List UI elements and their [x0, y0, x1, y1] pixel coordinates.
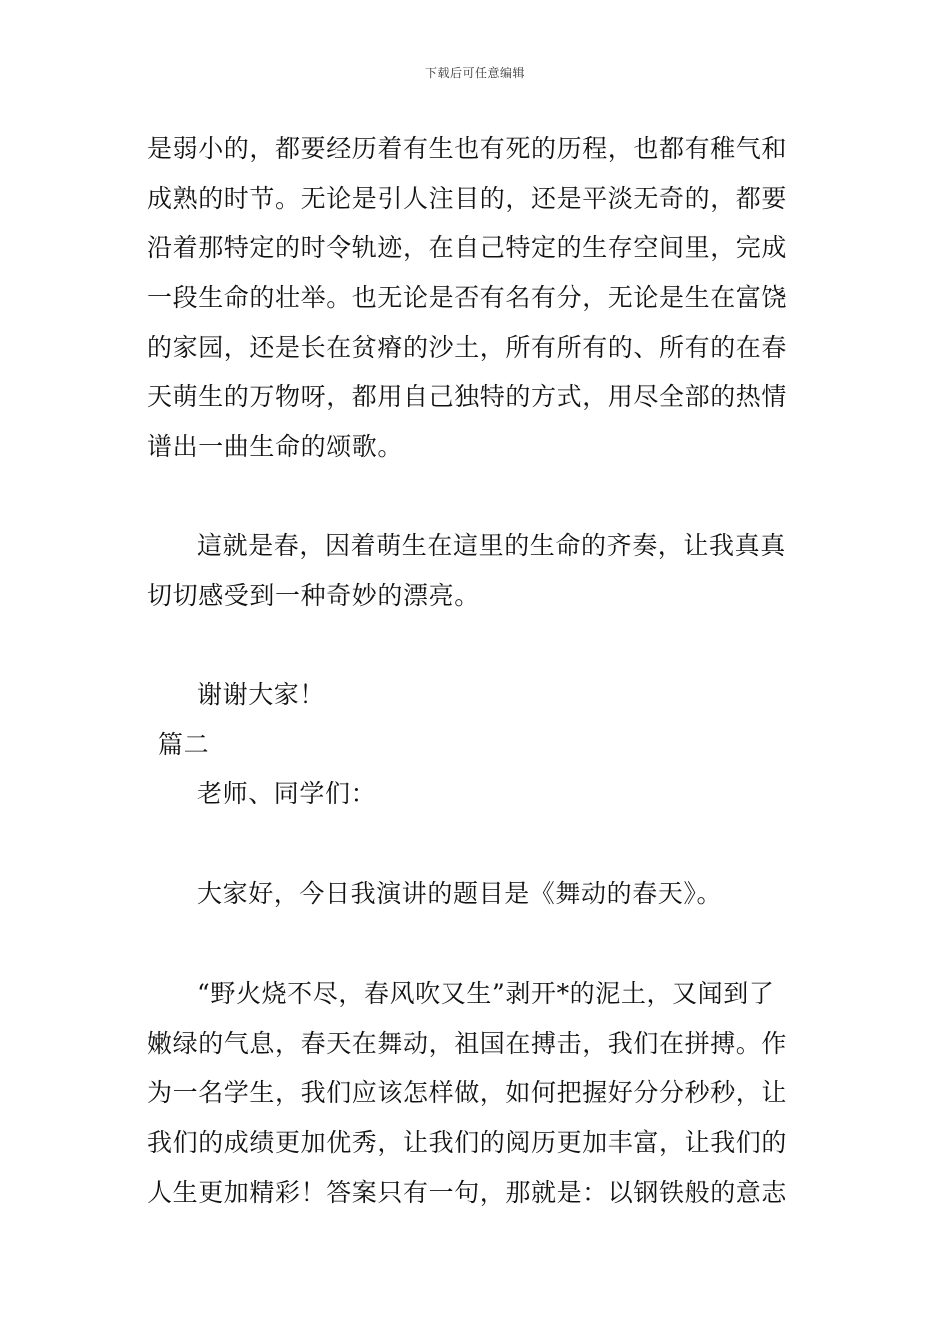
greeting-line: 老师、同学们：: [197, 779, 377, 808]
paragraph-line: 为一名学生，我们应该怎样做，如何把握好分分秒秒，让: [147, 1078, 788, 1107]
paragraph-line: 天萌生的万物呀，都用自己独特的方式，用尽全部的热情: [147, 382, 788, 411]
thanks-line: 谢谢大家！: [197, 680, 326, 709]
paragraph-line: “野火烧不尽，春风吹又生”剥开*的泥土，又闻到了: [197, 979, 775, 1008]
paragraph-line: 沿着那特定的时令轨迹，在自己特定的生存空间里，完成: [147, 233, 788, 262]
paragraph-line: 切切感受到一种奇妙的漂亮。: [147, 581, 480, 610]
paragraph-line: 成熟的时节。无论是引人注目的，还是平淡无奇的，都要: [147, 184, 788, 213]
section-title: 篇二: [158, 730, 210, 759]
paragraph-line: 是弱小的，都要经历着有生也有死的历程，也都有稚气和: [147, 134, 788, 163]
paragraph-line: 人生更加精彩！答案只有一句，那就是：以钢铁般的意志: [147, 1178, 788, 1207]
paragraph-line: 這就是春，因着萌生在這里的生命的齐奏，让我真真: [197, 531, 786, 560]
paragraph-line: 谱出一曲生命的颂歌。: [147, 432, 404, 461]
paragraph-line: 我们的成绩更加优秀，让我们的阅历更加丰富，让我们的: [147, 1128, 788, 1157]
page-header: 下载后可任意编辑: [424, 66, 525, 80]
paragraph-line: 一段生命的壮举。也无论是否有名有分，无论是生在富饶: [147, 283, 788, 312]
paragraph-line: 的家园，还是长在贫瘠的沙土，所有所有的、所有的在春: [147, 333, 788, 362]
paragraph-line: 嫩绿的气息，春天在舞动，祖国在搏击，我们在拼搏。作: [147, 1029, 788, 1058]
intro-line: 大家好，今日我演讲的题目是《舞动的春天》。: [197, 879, 723, 908]
